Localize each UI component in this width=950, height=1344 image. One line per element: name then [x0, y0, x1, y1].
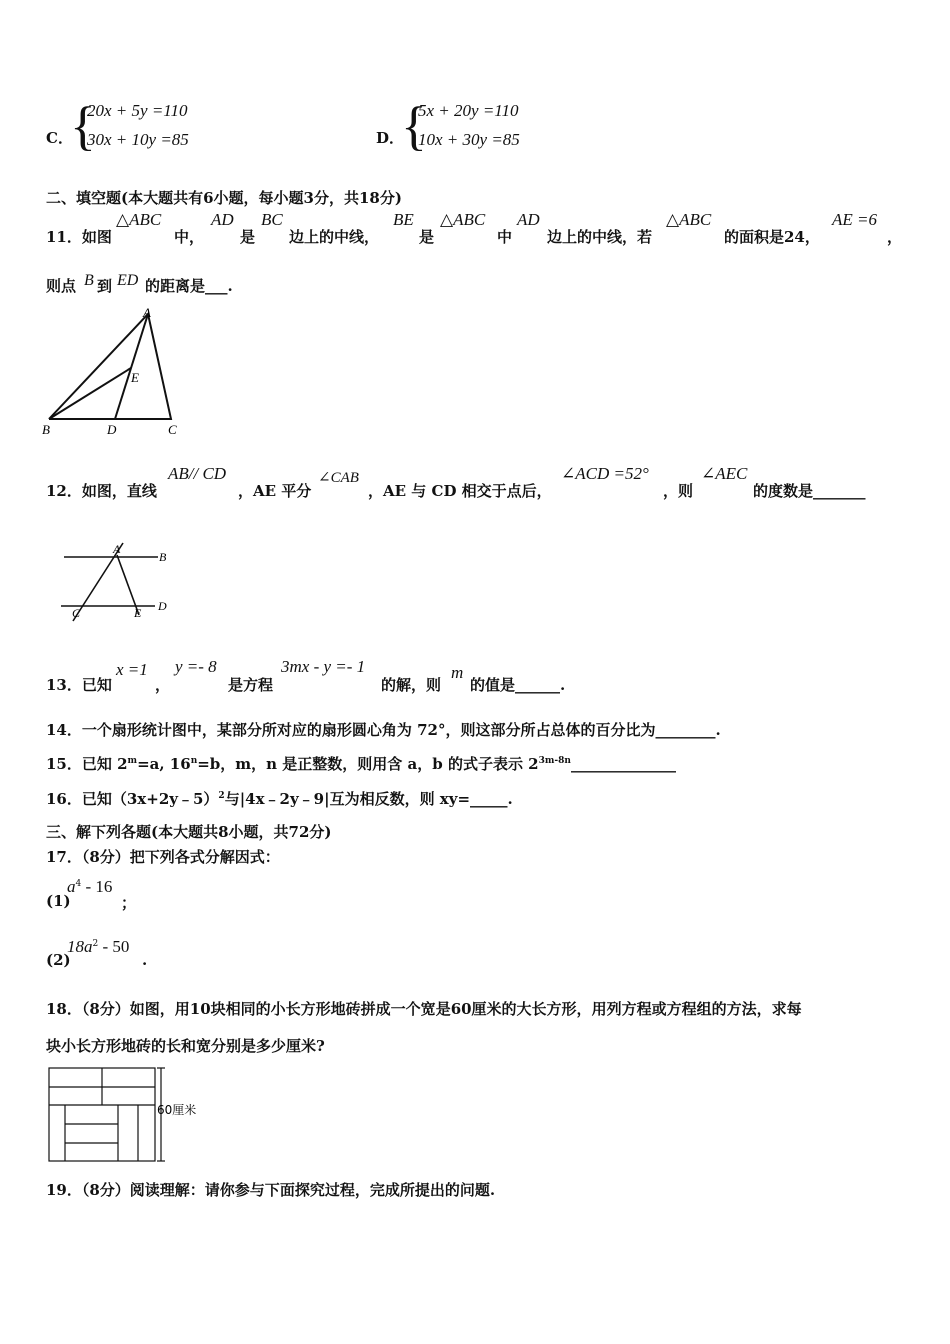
q17-part2-label: (2): [46, 951, 71, 969]
q13-text-3: 是方程: [228, 676, 274, 694]
section-2-heading: 二、填空题(本大题共有6小题，每小题3分，共18分): [46, 189, 402, 207]
q13-math-2: y =- 8: [175, 657, 217, 676]
q12-math-4: ∠AEC: [701, 464, 748, 483]
q17-part2-end: .: [142, 951, 148, 969]
q12-text-2: ，AE 平分: [238, 482, 312, 500]
question-19: 19．（8分）阅读理解：请你参与下面探究过程，完成所提出的问题.: [46, 1181, 496, 1199]
q11-text-3: 是: [240, 228, 256, 246]
q17-part1-end: ；: [121, 894, 137, 912]
q16-text-a: 16．已知（3x+2y﹣5）: [46, 790, 219, 808]
q11-text-9: ，: [887, 228, 903, 246]
q11-line2-a: 则点: [46, 277, 77, 295]
q15-text-b: =a, 16: [137, 755, 191, 773]
q11-fig-label-a: A: [143, 305, 151, 320]
q15-blank: ______________: [570, 755, 676, 773]
option-d-label: D．: [376, 129, 405, 147]
q11-text-6: 中: [497, 228, 513, 246]
q11-math-2: AD: [211, 210, 234, 229]
q13-text-5: 的值是______.: [470, 676, 566, 694]
option-c-equation-1: 20x + 5y =110: [87, 101, 188, 120]
q18-line-1: 18．（8分）如图，用10块相同的小长方形地砖拼成一个宽是60厘米的大长方形，用列方程或方程组的方法，求每: [46, 1000, 802, 1018]
q13-text-1: 13．已知: [46, 676, 112, 694]
q11-triangle-figure: [38, 300, 188, 440]
q12-math-1: AB// CD: [168, 464, 227, 483]
q17-title: 17．（8分）把下列各式分解因式：: [46, 848, 280, 866]
option-d-equation-1: 5x + 20y =110: [418, 101, 519, 120]
question-16: [46, 788, 513, 809]
q12-parallel-lines-figure: [55, 535, 185, 630]
q13-math-1: x =1: [116, 660, 148, 679]
q11-text-5: 是: [419, 228, 435, 246]
q11-fig-label-c: C: [168, 422, 177, 437]
q12-math-3: ∠ACD =52°: [561, 464, 649, 483]
q12-text-5: 的度数是_______: [753, 482, 866, 500]
q15-sup-exp: 3m-8n: [538, 756, 571, 766]
q11-text-2: 中，: [174, 228, 205, 246]
q18-fig-label: 60厘米: [157, 1103, 197, 1117]
q11-fig-label-d: D: [107, 422, 117, 437]
q11-line2-e: 的距离是___.: [145, 277, 233, 295]
q11-math-6: AD: [517, 210, 540, 229]
q15-text-a: 15．已知 2: [46, 755, 128, 773]
q12-fig-label-a: A: [113, 542, 121, 556]
q12-text-3: ，AE 与 CD 相交于点后，: [368, 482, 552, 500]
question-15: [46, 753, 676, 774]
option-c-brace: {: [70, 96, 96, 156]
q11-fig-label-b: B: [42, 422, 50, 437]
q11-line2-c: 到: [97, 277, 113, 295]
q11-text-7: 边上的中线，若: [547, 228, 653, 246]
q13-math-4: m: [451, 663, 464, 682]
q12-fig-label-e: E: [134, 606, 142, 620]
q11-line2-b: B: [84, 272, 94, 289]
q11-math-7: △ABC: [666, 210, 712, 229]
q11-math-8: AE =6: [832, 210, 877, 229]
q13-text-2: ，: [155, 676, 171, 694]
q13-text-4: 的解，则: [381, 676, 442, 694]
q16-text-b: 与|4x﹣2y﹣9|互为相反数，则 xy=_____.: [224, 790, 513, 808]
option-d-brace: {: [401, 96, 427, 156]
q11-text-4: 边上的中线，: [289, 228, 380, 246]
q11-math-1: △ABC: [116, 210, 162, 229]
q17-part1-label: (1): [46, 892, 71, 910]
q11-math-4: BE: [393, 210, 414, 229]
q15-text-c: =b，m，n 是正整数，则用含 a，b 的式子表示 2: [197, 755, 539, 773]
q16-sup: 2: [218, 791, 225, 801]
q18-line-2: 块小长方形地砖的长和宽分别是多少厘米?: [46, 1037, 325, 1055]
option-c-equation-2: 30x + 10y =85: [87, 130, 189, 149]
question-14: 14．一个扇形统计图中，某部分所对应的扇形圆心角为 72°，则这部分所占总体的百分比为________.: [46, 721, 721, 739]
q12-text-4: ，则: [663, 482, 694, 500]
q12-fig-label-d: D: [158, 599, 167, 613]
q17-part2-expression: $18a^2 - 50$: [67, 937, 130, 956]
q12-text-1: 12．如图，直线: [46, 482, 157, 500]
q18-tile-figure: [46, 1065, 216, 1165]
q17-part1-expression: $a^4 - 16$: [67, 877, 113, 896]
q12-fig-label-c: C: [72, 606, 81, 620]
q12-math-2: ∠CAB: [318, 470, 359, 486]
option-c-label: C．: [46, 129, 73, 147]
q11-math-3: BC: [261, 210, 283, 229]
q13-math-3: 3mx - y =- 1: [281, 657, 366, 676]
q12-fig-label-b: B: [159, 550, 167, 564]
q11-text-8: 的面积是24，: [724, 228, 820, 246]
q11-text-1: 11．如图: [46, 228, 112, 246]
q15-sup-n: n: [190, 756, 198, 766]
q11-line2-d: ED: [117, 272, 139, 289]
q15-sup-m: m: [127, 756, 138, 766]
section-3-heading: 三、解下列各题(本大题共8小题，共72分): [46, 823, 332, 841]
q11-math-5: △ABC: [440, 210, 486, 229]
q11-fig-label-e: E: [131, 370, 139, 385]
option-d-equation-2: 10x + 30y =85: [418, 130, 520, 149]
